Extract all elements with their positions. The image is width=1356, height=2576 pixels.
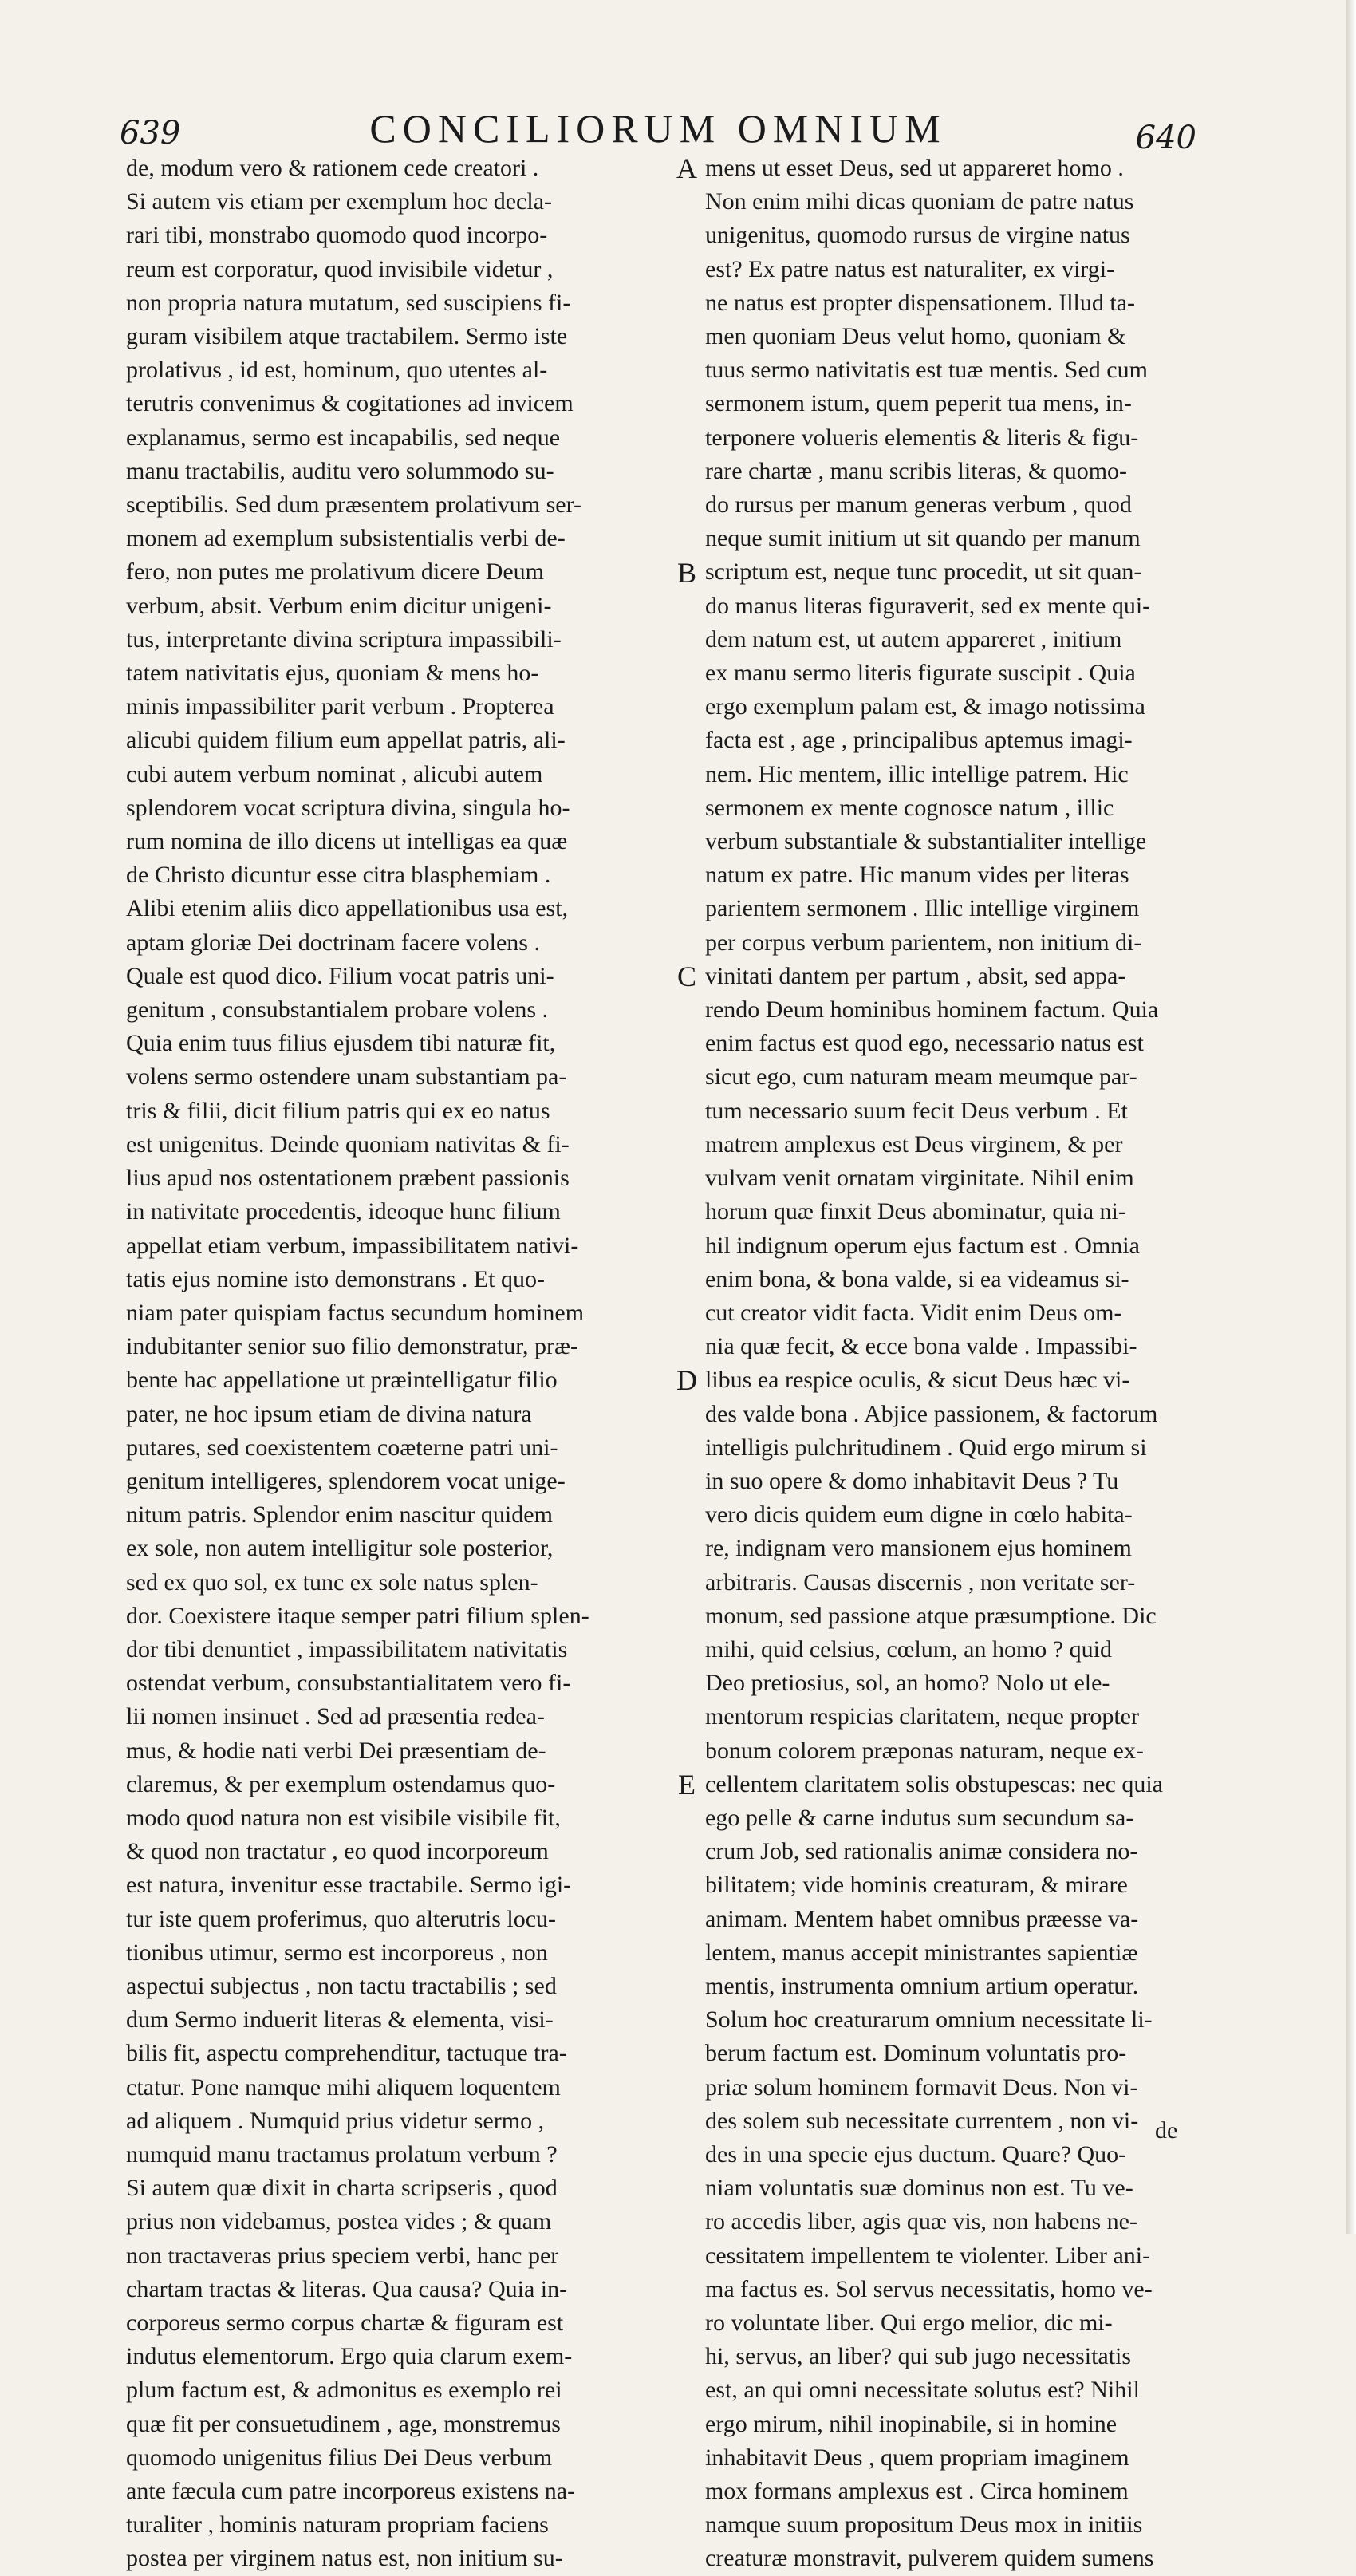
text-line: in suo opere & domo inhabitavit Deus ? Tu (705, 1467, 1119, 1494)
text-line: tus, interpretante divina scriptura impassibili- (126, 625, 562, 653)
text-line: cubi autem verbum nominat , alicubi autem (126, 760, 543, 787)
text-line: inhabitavit Deus , quem propriam imaginem (705, 2444, 1129, 2471)
text-line: berum factum est. Dominum voluntatis pro- (705, 2040, 1127, 2067)
text-line: animam. Mentem habet omnibus præesse va- (705, 1905, 1139, 1932)
text-line: quomodo unigenitus filius Dei Deus verbum (126, 2444, 553, 2471)
text-line: tur iste quem proferimus, quo alterutris locu- (126, 1905, 557, 1932)
text-line: hil indignum operum ejus factum est . Omnia (705, 1232, 1140, 1259)
text-line: ro accedis liber, agis quæ vis, non habens ne- (705, 2208, 1137, 2235)
text-line: tuus sermo nativitatis est tuæ mentis. Sed cum (705, 357, 1148, 384)
text-line: Alibi etenim aliis dico appellationibus usa est, (126, 895, 569, 922)
text-line: vulvam venit ornatam virginitate. Nihil enim (705, 1165, 1134, 1192)
text-line: hi, servus, an liber? qui sub jugo necessitatis (705, 2343, 1132, 2370)
text-line: dor. Coexistere itaque semper patri filium splen- (126, 1602, 589, 1629)
text-line: alicubi quidem filium eum appellat patris, ali- (126, 727, 566, 754)
text-line: de, modum vero & rationem cede creatori . (126, 155, 539, 181)
text-line: corporeus sermo corpus chartæ & figuram est (126, 2310, 564, 2336)
text-line: scriptum est, neque tunc procedit, ut sit quan- (705, 558, 1142, 586)
text-line: ostendat verbum, consubstantialitatem vero fi- (126, 1670, 571, 1697)
text-line: bilitatem; vide hominis creaturam, & mirare (705, 1872, 1128, 1899)
text-line: prolativus , id est, hominum, quo utentes al- (126, 357, 548, 384)
text-line: lii nomen insinuet . Sed ad præsentia redea- (126, 1703, 545, 1730)
text-line: monum, sed passione atque præsumptione. Dic (705, 1602, 1157, 1629)
text-line: tum necessario suum fecit Deus verbum . Et (705, 1097, 1128, 1124)
text-line: Solum hoc creaturarum omnium necessitate li- (705, 2006, 1153, 2034)
running-title: CONCILIORUM OMNIUM (369, 106, 947, 151)
text-line: Si autem quæ dixit in charta scripseris , quod (126, 2175, 558, 2202)
text-line: mihi, quid celsius, cœlum, an homo ? quid (705, 1635, 1112, 1663)
text-line: genitum intelligeres, splendorem vocat unige- (126, 1467, 566, 1494)
text-line: non tractaveras prius speciem verbi, hanc per (126, 2242, 559, 2269)
text-line: chartam tractas & literas. Qua causa? Quia in- (126, 2275, 568, 2302)
text-line: arbitraris. Causas discernis , non veritate ser- (705, 1568, 1136, 1596)
text-line: des valde bona . Abjice passionem, & factorum (705, 1400, 1158, 1427)
text-line: Deo pretiosius, sol, an homo? Nolo ut ele- (705, 1670, 1110, 1697)
text-line: matrem amplexus est Deus virginem, & per (705, 1130, 1123, 1158)
text-line: nia quæ fecit, & ecce bona valde . Impassibi- (705, 1333, 1137, 1360)
text-line: neque sumit initium ut sit quando per manum (705, 525, 1141, 552)
text-line: ergo exemplum palam est, & imago notissima (705, 693, 1145, 720)
text-line: do rursus per manum generas verbum , quod (705, 491, 1132, 519)
text-line: sermonem istum, quem peperit tua mens, in- (705, 390, 1132, 417)
text-line: explanamus, sermo est incapabilis, sed neque (126, 424, 561, 451)
text-line: turaliter , hominis naturam propriam faciens (126, 2511, 549, 2539)
page-edge (1346, 0, 1356, 2234)
text-line: putares, sed coexistentem coæterne patri uni- (126, 1434, 558, 1461)
text-line: manu tractabilis, auditu vero solummodo su- (126, 457, 554, 484)
text-line: ex manu sermo literis figurate suscipit . Quia (705, 660, 1136, 687)
text-line: mentis, instrumenta omnium artium operatur. (705, 1972, 1139, 1999)
text-line: natum ex patre. Hic manum vides per literas (705, 862, 1129, 889)
text-line: horum quæ finxit Deus abominatur, quia ni- (705, 1198, 1126, 1225)
text-line: rum nomina de illo dicens ut intelligas ea quæ (126, 828, 568, 855)
text-line: bilis fit, aspectu comprehenditur, tactuque tra- (126, 2040, 567, 2067)
text-line: in nativitate procedentis, ideoque hunc filium (126, 1198, 561, 1225)
text-line: est? Ex patre natus est naturaliter, ex virgi- (705, 255, 1115, 282)
text-line: parientem sermonem . Illic intellige virginem (705, 895, 1140, 922)
text-line: unigenitus, quomodo rursus de virgine natus (705, 222, 1130, 249)
text-line: dor tibi denuntiet , impassibilitatem nativitatis (126, 1635, 568, 1663)
text-line: indutus elementorum. Ergo quia clarum exem- (126, 2343, 573, 2370)
text-line: indubitanter senior suo filio demonstratur, præ- (126, 1333, 579, 1360)
text-line: fero, non putes me prolativum dicere Deum (126, 558, 545, 586)
text-line: genitum , consubstantialem probare volens . (126, 996, 549, 1024)
text-line: sceptibilis. Sed dum præsentem prolativum ser- (126, 491, 581, 519)
text-line: verbum, absit. Verbum enim dicitur unigeni- (126, 592, 552, 619)
text-line: ergo mirum, nihil inopinabile, si in homine (705, 2410, 1118, 2437)
right-text-column (705, 152, 1174, 2572)
text-line: enim factus est quod ego, necessario natus est (705, 1030, 1144, 1057)
text-line: volens sermo ostendere unam substantiam pa- (126, 1063, 567, 1091)
text-line: per corpus verbum parientem, non initium di- (705, 929, 1142, 956)
text-line: do manus literas figuraverit, sed ex mente qui- (705, 592, 1151, 619)
text-line: aspectui subjectus , non tactu tractabilis ; sed (126, 1972, 557, 1999)
text-line: verbum substantiale & substantialiter intellige (705, 828, 1147, 855)
text-line: bente hac appellatione ut præintelligatur filio (126, 1367, 558, 1394)
text-line: vinitati dantem per partum , absit, sed appa- (705, 962, 1126, 989)
text-line: mentorum respicias claritatem, neque propter (705, 1703, 1139, 1730)
text-line: rari tibi, monstrabo quomodo quod incorpo- (126, 222, 548, 249)
text-line: est natura, invenitur esse tractabile. Sermo igi- (126, 1872, 572, 1899)
text-line: priæ solum hominem formavit Deus. Non vi- (705, 2073, 1138, 2101)
text-line: cut creator vidit facta. Vidit enim Deus om- (705, 1299, 1122, 1326)
text-line: ante fæcula cum patre incorporeus existens na- (126, 2478, 576, 2505)
page-number-right: 640 (1135, 120, 1196, 156)
text-line: Non enim mihi dicas quoniam de patre natus (705, 188, 1134, 215)
text-line: de Christo dicuntur esse citra blasphemiam . (126, 862, 551, 889)
text-line: quæ fit per consuetudinem , age, monstremus (126, 2410, 561, 2437)
text-line: Quale est quod dico. Filium vocat patris uni- (126, 962, 554, 989)
text-line: & quod non tractatur , eo quod incorporeum (126, 1838, 549, 1865)
text-line: prius non videbamus, postea vides ; & quam (126, 2208, 552, 2235)
text-line: terutris convenimus & cogitationes ad invicem (126, 390, 574, 417)
text-line: lius apud nos ostentationem præbent passionis (126, 1165, 570, 1192)
text-line: intelligis pulchritudinem . Quid ergo mirum si (705, 1434, 1147, 1461)
text-line: ad aliquem . Numquid prius videtur sermo , (126, 2107, 545, 2134)
text-line: postea per virginem natus est, non initium su- (126, 2545, 563, 2572)
margin-marker-a: A (676, 152, 697, 184)
text-line: rare chartæ , manu scribis literas, & quomo- (705, 457, 1128, 484)
text-line: reum est corporatur, quod invisibile videtur , (126, 255, 554, 282)
text-line: tionibus utimur, sermo est incorporeus , non (126, 1939, 548, 1966)
text-line: sicut ego, cum naturam meam meumque par- (705, 1063, 1137, 1091)
text-line: ro voluntate liber. Qui ergo melior, dic mi- (705, 2310, 1113, 2336)
text-line: ego pelle & carne indutus sum secundum sa- (705, 1804, 1134, 1831)
text-line: ne natus est propter dispensationem. Illud ta- (705, 289, 1136, 316)
page-header (120, 105, 1196, 156)
text-line: claremus, & per exemplum ostendamus quo- (126, 1770, 556, 1797)
text-line: niam pater quispiam factus secundum hominem (126, 1299, 585, 1326)
text-line: ma factus es. Sol servus necessitatis, homo ve- (705, 2275, 1153, 2302)
text-line: creaturæ monstravit, pulverem quidem sumens (705, 2545, 1154, 2572)
text-line: terponere volueris elementis & literis & figu- (705, 424, 1139, 451)
text-line: Quia enim tuus filius ejusdem tibi naturæ fit, (126, 1030, 556, 1057)
text-line: namque suum propositum Deus mox in initiis (705, 2511, 1143, 2539)
text-line: men quoniam Deus velut homo, quoniam & (705, 323, 1126, 350)
text-line: mens ut esset Deus, sed ut appareret homo . (705, 155, 1124, 181)
text-line: bonum colorem præponas naturam, neque ex- (705, 1737, 1144, 1764)
text-line: nitum patris. Splendor enim nascitur quidem (126, 1501, 553, 1529)
text-line: ctatur. Pone namque mihi aliquem loquentem (126, 2073, 561, 2101)
text-line: minis impassibiliter parit verbum . Propterea (126, 693, 554, 720)
text-line: sermonem ex mente cognosce natum , illic (705, 794, 1114, 821)
text-line: est, an qui omni necessitate solutus est? Nihil (705, 2377, 1140, 2404)
margin-marker-b: B (676, 557, 696, 589)
left-text-column (126, 152, 668, 2572)
text-line: nem. Hic mentem, illic intellige patrem. Hic (705, 760, 1129, 787)
catchword: de (1155, 2117, 1178, 2144)
text-line: crum Job, sed rationalis animæ considera no- (705, 1838, 1138, 1865)
text-line: mus, & hodie nati verbi Dei præsentiam de- (126, 1737, 546, 1764)
text-line: mox formans amplexus est . Circa hominem (705, 2478, 1129, 2505)
text-line: appellat etiam verbum, impassibilitatem nativi- (126, 1232, 579, 1259)
text-line: guram visibilem atque tractabilem. Sermo iste (126, 323, 568, 350)
text-line: enim bona, & bona valde, si ea videamus si- (705, 1265, 1129, 1292)
page-number-left: 639 (120, 115, 181, 152)
text-line: facta est , age , principalibus aptemus imagi- (705, 727, 1133, 754)
text-line: cessitatem impellentem te violenter. Liber ani- (705, 2242, 1151, 2269)
text-line: des solem sub necessitate currentem , non vi- (705, 2107, 1139, 2134)
text-line: vero dicis quidem eum digne in cœlo habita- (705, 1501, 1133, 1529)
text-line: plum factum est, & admonitus es exemplo rei (126, 2377, 562, 2404)
text-line: aptam gloriæ Dei doctrinam facere volens . (126, 929, 540, 956)
text-line: pater, ne hoc ipsum etiam de divina natura (126, 1400, 532, 1427)
text-line: rendo Deum hominibus hominem factum. Quia (705, 996, 1159, 1024)
text-line: non propria natura mutatum, sed suscipiens fi- (126, 289, 571, 316)
text-line: lentem, manus accepit ministrantes sapientiæ (705, 1939, 1138, 1966)
text-line: splendorem vocat scriptura divina, singula ho- (126, 794, 570, 821)
text-line: des in una specie ejus ductum. Quare? Quo- (705, 2140, 1127, 2168)
text-line: sed ex quo sol, ex tunc ex sole natus splen- (126, 1568, 538, 1596)
text-line: dem natum est, ut autem appareret , initium (705, 625, 1122, 653)
text-line: ex sole, non autem intelligitur sole posterior, (126, 1535, 554, 1562)
text-line: tatis ejus nomine isto demonstrans . Et quo- (126, 1265, 545, 1292)
text-line: tatem nativitatis ejus, quoniam & mens ho- (126, 660, 539, 687)
text-line: niam voluntatis suæ dominus non est. Tu ve- (705, 2175, 1133, 2202)
text-line: re, indignam vero mansionem ejus hominem (705, 1535, 1132, 1562)
text-line: cellentem claritatem solis obstupescas: nec quia (705, 1770, 1163, 1797)
text-line: Si autem vis etiam per exemplum hoc decla- (126, 188, 552, 215)
text-line: dum Sermo induerit literas & elementa, visi- (126, 2006, 554, 2034)
text-line: modo quod natura non est visibile visibile fit, (126, 1804, 561, 1831)
text-line: monem ad exemplum subsistentialis verbi de- (126, 525, 566, 552)
text-line: numquid manu tractamus prolatum verbum ? (126, 2140, 558, 2168)
margin-marker-e: E (678, 1769, 696, 1801)
margin-marker-c: C (676, 961, 696, 992)
margin-marker-d: D (676, 1364, 697, 1396)
text-line: tris & filii, dicit filium patris qui ex eo natus (126, 1097, 550, 1124)
text-line: est unigenitus. Deinde quoniam nativitas & fi- (126, 1130, 570, 1158)
text-line: libus ea respice oculis, & sicut Deus hæc vi- (705, 1367, 1130, 1394)
